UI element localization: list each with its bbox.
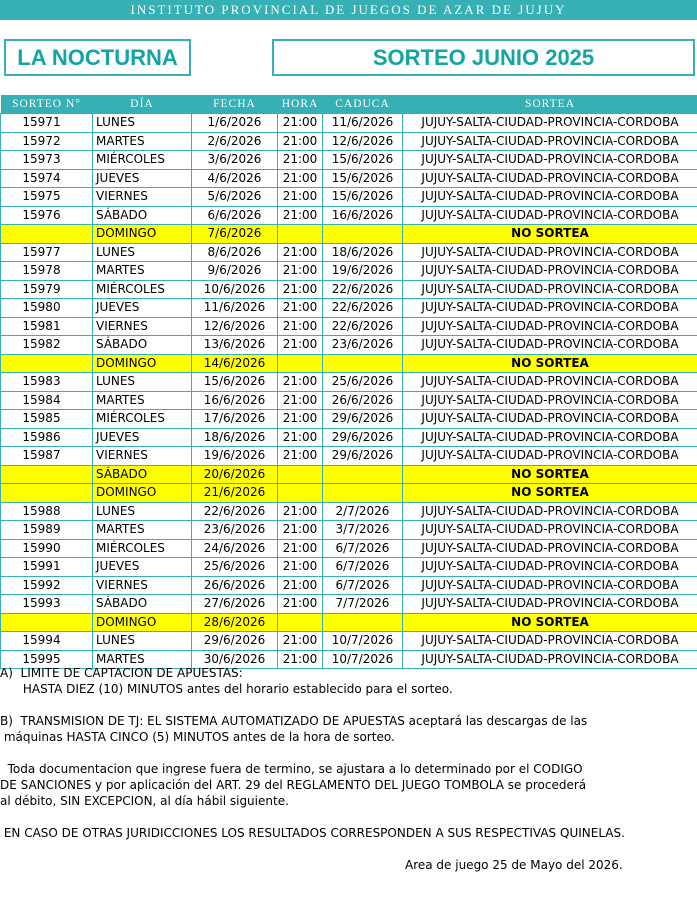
cell-hora: 21:00: [278, 206, 323, 225]
cell-fecha: 27/6/2026: [192, 595, 278, 614]
cell-fecha: 9/6/2026: [192, 262, 278, 281]
cell-sortea: JUJUY-SALTA-CIUDAD-PROVINCIA-CORDOBA: [403, 243, 697, 262]
cell-fecha: 16/6/2026: [192, 391, 278, 410]
cell-fecha: 15/6/2026: [192, 373, 278, 392]
col-header-sortea: SORTEA: [403, 95, 697, 114]
table-row: [1, 558, 697, 577]
cell-fecha: 5/6/2026: [192, 188, 278, 207]
cell-sorteo: 15984: [1, 391, 93, 410]
cell-sortea: JUJUY-SALTA-CIUDAD-PROVINCIA-CORDOBA: [403, 169, 697, 188]
table-row: [1, 410, 697, 429]
table-body: [1, 114, 697, 669]
cell-sortea: JUJUY-SALTA-CIUDAD-PROVINCIA-CORDOBA: [403, 428, 697, 447]
cell-caduca: 15/6/2026: [323, 169, 403, 188]
cell-hora: 21:00: [278, 262, 323, 281]
cell-caduca: 29/6/2026: [323, 447, 403, 466]
cell-dia: SÁBADO: [93, 336, 192, 355]
cell-caduca: 22/6/2026: [323, 299, 403, 318]
cell-caduca: 26/6/2026: [323, 391, 403, 410]
cell-dia: LUNES: [93, 502, 192, 521]
cell-dia: MARTES: [93, 391, 192, 410]
cell-sortea: JUJUY-SALTA-CIUDAD-PROVINCIA-CORDOBA: [403, 114, 697, 133]
cell-caduca: 12/6/2026: [323, 132, 403, 151]
cell-sorteo: 15992: [1, 576, 93, 595]
table-row: [1, 595, 697, 614]
cell-sorteo: 15989: [1, 521, 93, 540]
note-a-body: HASTA DIEZ (10) MINUTOS antes del horario establecido para el sorteo.: [0, 682, 453, 696]
cell-fecha: 22/6/2026: [192, 502, 278, 521]
cell-dia: JUEVES: [93, 428, 192, 447]
cell-sorteo: [1, 465, 93, 484]
cell-hora: 21:00: [278, 132, 323, 151]
cell-fecha: 2/6/2026: [192, 132, 278, 151]
cell-hora: 21:00: [278, 447, 323, 466]
cell-hora: 21:00: [278, 632, 323, 651]
cell-dia: LUNES: [93, 243, 192, 262]
cell-sortea: NO SORTEA: [403, 225, 697, 244]
cell-caduca: 2/7/2026: [323, 502, 403, 521]
cell-hora: 21:00: [278, 299, 323, 318]
cell-caduca: [323, 465, 403, 484]
cell-fecha: 25/6/2026: [192, 558, 278, 577]
cell-hora: 21:00: [278, 114, 323, 133]
cell-fecha: 23/6/2026: [192, 521, 278, 540]
cell-hora: 21:00: [278, 280, 323, 299]
table-header-row: [1, 95, 697, 114]
cell-sorteo: [1, 354, 93, 373]
cell-dia: DOMINGO: [93, 354, 192, 373]
cell-dia: SÁBADO: [93, 465, 192, 484]
cell-hora: 21:00: [278, 410, 323, 429]
cell-fecha: 17/6/2026: [192, 410, 278, 429]
cell-fecha: 20/6/2026: [192, 465, 278, 484]
cell-sorteo: 15982: [1, 336, 93, 355]
cell-sortea: JUJUY-SALTA-CIUDAD-PROVINCIA-CORDOBA: [403, 410, 697, 429]
cell-sortea: NO SORTEA: [403, 465, 697, 484]
cell-sorteo: 15995: [1, 650, 93, 669]
cell-dia: JUEVES: [93, 558, 192, 577]
cell-sortea: NO SORTEA: [403, 484, 697, 503]
game-name-title: LA NOCTURNA: [4, 39, 191, 76]
cell-hora: 21:00: [278, 243, 323, 262]
cell-sortea: JUJUY-SALTA-CIUDAD-PROVINCIA-CORDOBA: [403, 650, 697, 669]
cell-sortea: JUJUY-SALTA-CIUDAD-PROVINCIA-CORDOBA: [403, 539, 697, 558]
note-a-title: A) LIMITE DE CAPTACION DE APUESTAS:: [0, 666, 243, 680]
cell-fecha: 13/6/2026: [192, 336, 278, 355]
spacer: [0, 745, 697, 761]
cell-dia: MARTES: [93, 521, 192, 540]
cell-dia: LUNES: [93, 373, 192, 392]
cell-caduca: [323, 613, 403, 632]
cell-fecha: 1/6/2026: [192, 114, 278, 133]
cell-caduca: 6/7/2026: [323, 576, 403, 595]
cell-fecha: 4/6/2026: [192, 169, 278, 188]
cell-hora: 21:00: [278, 151, 323, 170]
cell-dia: JUEVES: [93, 299, 192, 318]
cell-sortea: JUJUY-SALTA-CIUDAD-PROVINCIA-CORDOBA: [403, 521, 697, 540]
cell-sorteo: 15985: [1, 410, 93, 429]
period-title: SORTEO JUNIO 2025: [272, 39, 695, 76]
note-d-line: EN CASO DE OTRAS JURIDICCIONES LOS RESULTADOS CORRESPONDEN A SUS RESPECTIVAS QUINELAS.: [0, 826, 625, 840]
cell-caduca: 7/7/2026: [323, 595, 403, 614]
cell-sorteo: 15988: [1, 502, 93, 521]
cell-fecha: 3/6/2026: [192, 151, 278, 170]
table-row: [1, 521, 697, 540]
cell-sortea: JUJUY-SALTA-CIUDAD-PROVINCIA-CORDOBA: [403, 280, 697, 299]
cell-hora: 21:00: [278, 502, 323, 521]
cell-dia: MIÉRCOLES: [93, 151, 192, 170]
cell-caduca: 19/6/2026: [323, 262, 403, 281]
col-header-sorteo: SORTEO N°: [1, 95, 93, 114]
cell-fecha: 7/6/2026: [192, 225, 278, 244]
cell-sorteo: 15975: [1, 188, 93, 207]
cell-caduca: [323, 354, 403, 373]
cell-fecha: 12/6/2026: [192, 317, 278, 336]
cell-dia: VIERNES: [93, 576, 192, 595]
table-row: [1, 447, 697, 466]
col-header-fecha: FECHA: [192, 95, 278, 114]
col-header-dia: DÍA: [93, 95, 192, 114]
cell-hora: [278, 465, 323, 484]
cell-fecha: 26/6/2026: [192, 576, 278, 595]
cell-dia: DOMINGO: [93, 484, 192, 503]
cell-dia: VIERNES: [93, 447, 192, 466]
cell-hora: 21:00: [278, 539, 323, 558]
cell-sortea: JUJUY-SALTA-CIUDAD-PROVINCIA-CORDOBA: [403, 317, 697, 336]
table-row: [1, 632, 697, 651]
note-c-line2: DE SANCIONES y por aplicación del ART. 29 del REGLAMENTO DEL JUEGO TOMBOLA se procederá: [0, 778, 587, 792]
cell-caduca: 29/6/2026: [323, 428, 403, 447]
cell-fecha: 28/6/2026: [192, 613, 278, 632]
table-row: [1, 373, 697, 392]
col-header-hora: HORA: [278, 95, 323, 114]
signature-line: Area de juego 25 de Mayo del 2026.: [405, 858, 623, 872]
note-b-line2: máquinas HASTA CINCO (5) MINUTOS antes de la hora de sorteo.: [0, 730, 395, 744]
table-row: [1, 114, 697, 133]
cell-sorteo: 15991: [1, 558, 93, 577]
col-header-caduca: CADUCA: [323, 95, 403, 114]
cell-fecha: 11/6/2026: [192, 299, 278, 318]
table-row: [1, 317, 697, 336]
institution-banner: INSTITUTO PROVINCIAL DE JUEGOS DE AZAR DE JUJUY: [0, 0, 697, 20]
table-row: [1, 502, 697, 521]
cell-dia: VIERNES: [93, 188, 192, 207]
cell-hora: 21:00: [278, 317, 323, 336]
cell-caduca: 16/6/2026: [323, 206, 403, 225]
cell-sorteo: 15990: [1, 539, 93, 558]
table-row: [1, 299, 697, 318]
cell-fecha: 14/6/2026: [192, 354, 278, 373]
draw-schedule-table: [0, 95, 697, 669]
cell-dia: SÁBADO: [93, 595, 192, 614]
cell-sorteo: 15979: [1, 280, 93, 299]
cell-caduca: 29/6/2026: [323, 410, 403, 429]
table-row: [1, 169, 697, 188]
table-row: [1, 428, 697, 447]
cell-hora: 21:00: [278, 373, 323, 392]
table-row: [1, 280, 697, 299]
table-row: [1, 576, 697, 595]
cell-dia: JUEVES: [93, 169, 192, 188]
cell-sorteo: 15974: [1, 169, 93, 188]
table-row: [1, 391, 697, 410]
cell-sorteo: 15986: [1, 428, 93, 447]
cell-sortea: JUJUY-SALTA-CIUDAD-PROVINCIA-CORDOBA: [403, 558, 697, 577]
cell-sortea: JUJUY-SALTA-CIUDAD-PROVINCIA-CORDOBA: [403, 206, 697, 225]
cell-sorteo: [1, 484, 93, 503]
table-row: [1, 243, 697, 262]
cell-dia: LUNES: [93, 632, 192, 651]
table-row-no-draw: [1, 354, 697, 373]
cell-sortea: JUJUY-SALTA-CIUDAD-PROVINCIA-CORDOBA: [403, 262, 697, 281]
table-row: [1, 262, 697, 281]
cell-sortea: JUJUY-SALTA-CIUDAD-PROVINCIA-CORDOBA: [403, 151, 697, 170]
cell-sorteo: [1, 225, 93, 244]
cell-caduca: 22/6/2026: [323, 280, 403, 299]
note-c-line3: al débito, SIN EXCEPCION, al día hábil siguiente.: [0, 794, 289, 808]
cell-fecha: 19/6/2026: [192, 447, 278, 466]
cell-sortea: JUJUY-SALTA-CIUDAD-PROVINCIA-CORDOBA: [403, 188, 697, 207]
table-row: [1, 206, 697, 225]
cell-caduca: 11/6/2026: [323, 114, 403, 133]
cell-dia: MARTES: [93, 132, 192, 151]
cell-fecha: 24/6/2026: [192, 539, 278, 558]
cell-caduca: [323, 225, 403, 244]
cell-sortea: JUJUY-SALTA-CIUDAD-PROVINCIA-CORDOBA: [403, 391, 697, 410]
cell-hora: [278, 613, 323, 632]
cell-dia: MARTES: [93, 262, 192, 281]
spacer: [0, 809, 697, 825]
cell-hora: [278, 225, 323, 244]
cell-hora: 21:00: [278, 169, 323, 188]
cell-sortea: JUJUY-SALTA-CIUDAD-PROVINCIA-CORDOBA: [403, 595, 697, 614]
cell-sortea: JUJUY-SALTA-CIUDAD-PROVINCIA-CORDOBA: [403, 132, 697, 151]
cell-caduca: 25/6/2026: [323, 373, 403, 392]
cell-caduca: 6/7/2026: [323, 539, 403, 558]
table-row: [1, 132, 697, 151]
cell-sortea: JUJUY-SALTA-CIUDAD-PROVINCIA-CORDOBA: [403, 502, 697, 521]
table-row-no-draw: [1, 225, 697, 244]
cell-hora: 21:00: [278, 595, 323, 614]
cell-caduca: 18/6/2026: [323, 243, 403, 262]
cell-dia: MIÉRCOLES: [93, 410, 192, 429]
cell-dia: DOMINGO: [93, 613, 192, 632]
cell-sorteo: [1, 613, 93, 632]
cell-sortea: JUJUY-SALTA-CIUDAD-PROVINCIA-CORDOBA: [403, 373, 697, 392]
table-row: [1, 188, 697, 207]
cell-caduca: 10/7/2026: [323, 632, 403, 651]
spacer: [0, 841, 697, 857]
cell-dia: VIERNES: [93, 317, 192, 336]
cell-dia: LUNES: [93, 114, 192, 133]
table-row-no-draw: [1, 613, 697, 632]
cell-caduca: 15/6/2026: [323, 151, 403, 170]
cell-hora: 21:00: [278, 521, 323, 540]
cell-hora: 21:00: [278, 391, 323, 410]
spacer: [0, 697, 697, 713]
table-row: [1, 539, 697, 558]
cell-dia: MIÉRCOLES: [93, 280, 192, 299]
table-row: [1, 336, 697, 355]
cell-sorteo: 15994: [1, 632, 93, 651]
cell-fecha: 18/6/2026: [192, 428, 278, 447]
cell-sortea: JUJUY-SALTA-CIUDAD-PROVINCIA-CORDOBA: [403, 447, 697, 466]
notes-section: [0, 665, 697, 873]
table-row: [1, 151, 697, 170]
cell-sortea: NO SORTEA: [403, 354, 697, 373]
cell-dia: DOMINGO: [93, 225, 192, 244]
cell-hora: 21:00: [278, 558, 323, 577]
cell-caduca: 23/6/2026: [323, 336, 403, 355]
cell-fecha: 6/6/2026: [192, 206, 278, 225]
cell-sorteo: 15993: [1, 595, 93, 614]
cell-caduca: 3/7/2026: [323, 521, 403, 540]
cell-sorteo: 15976: [1, 206, 93, 225]
cell-hora: 21:00: [278, 650, 323, 669]
cell-hora: [278, 354, 323, 373]
cell-sorteo: 15980: [1, 299, 93, 318]
cell-caduca: 22/6/2026: [323, 317, 403, 336]
cell-sorteo: 15972: [1, 132, 93, 151]
note-c-line1: Toda documentacion que ingrese fuera de termino, se ajustara a lo determinado por el CODIGO: [0, 762, 583, 776]
cell-sorteo: 15978: [1, 262, 93, 281]
cell-fecha: 10/6/2026: [192, 280, 278, 299]
cell-sorteo: 15981: [1, 317, 93, 336]
table-row-no-draw: [1, 484, 697, 503]
cell-fecha: 21/6/2026: [192, 484, 278, 503]
cell-caduca: 10/7/2026: [323, 650, 403, 669]
cell-hora: 21:00: [278, 576, 323, 595]
cell-sorteo: 15977: [1, 243, 93, 262]
cell-caduca: 15/6/2026: [323, 188, 403, 207]
cell-dia: MIÉRCOLES: [93, 539, 192, 558]
cell-sorteo: 15971: [1, 114, 93, 133]
cell-sortea: JUJUY-SALTA-CIUDAD-PROVINCIA-CORDOBA: [403, 576, 697, 595]
note-b-line1: B) TRANSMISION DE TJ: EL SISTEMA AUTOMATIZADO DE APUESTAS aceptará las descargas de las: [0, 714, 588, 728]
table-row-no-draw: [1, 465, 697, 484]
cell-fecha: 8/6/2026: [192, 243, 278, 262]
cell-hora: 21:00: [278, 428, 323, 447]
cell-caduca: [323, 484, 403, 503]
cell-fecha: 30/6/2026: [192, 650, 278, 669]
cell-sortea: NO SORTEA: [403, 613, 697, 632]
cell-dia: SÁBADO: [93, 206, 192, 225]
cell-sorteo: 15973: [1, 151, 93, 170]
cell-sortea: JUJUY-SALTA-CIUDAD-PROVINCIA-CORDOBA: [403, 632, 697, 651]
cell-caduca: 6/7/2026: [323, 558, 403, 577]
cell-hora: [278, 484, 323, 503]
cell-sortea: JUJUY-SALTA-CIUDAD-PROVINCIA-CORDOBA: [403, 299, 697, 318]
cell-sorteo: 15983: [1, 373, 93, 392]
cell-fecha: 29/6/2026: [192, 632, 278, 651]
cell-sortea: JUJUY-SALTA-CIUDAD-PROVINCIA-CORDOBA: [403, 336, 697, 355]
cell-hora: 21:00: [278, 188, 323, 207]
cell-hora: 21:00: [278, 336, 323, 355]
cell-sorteo: 15987: [1, 447, 93, 466]
cell-dia: MARTES: [93, 650, 192, 669]
